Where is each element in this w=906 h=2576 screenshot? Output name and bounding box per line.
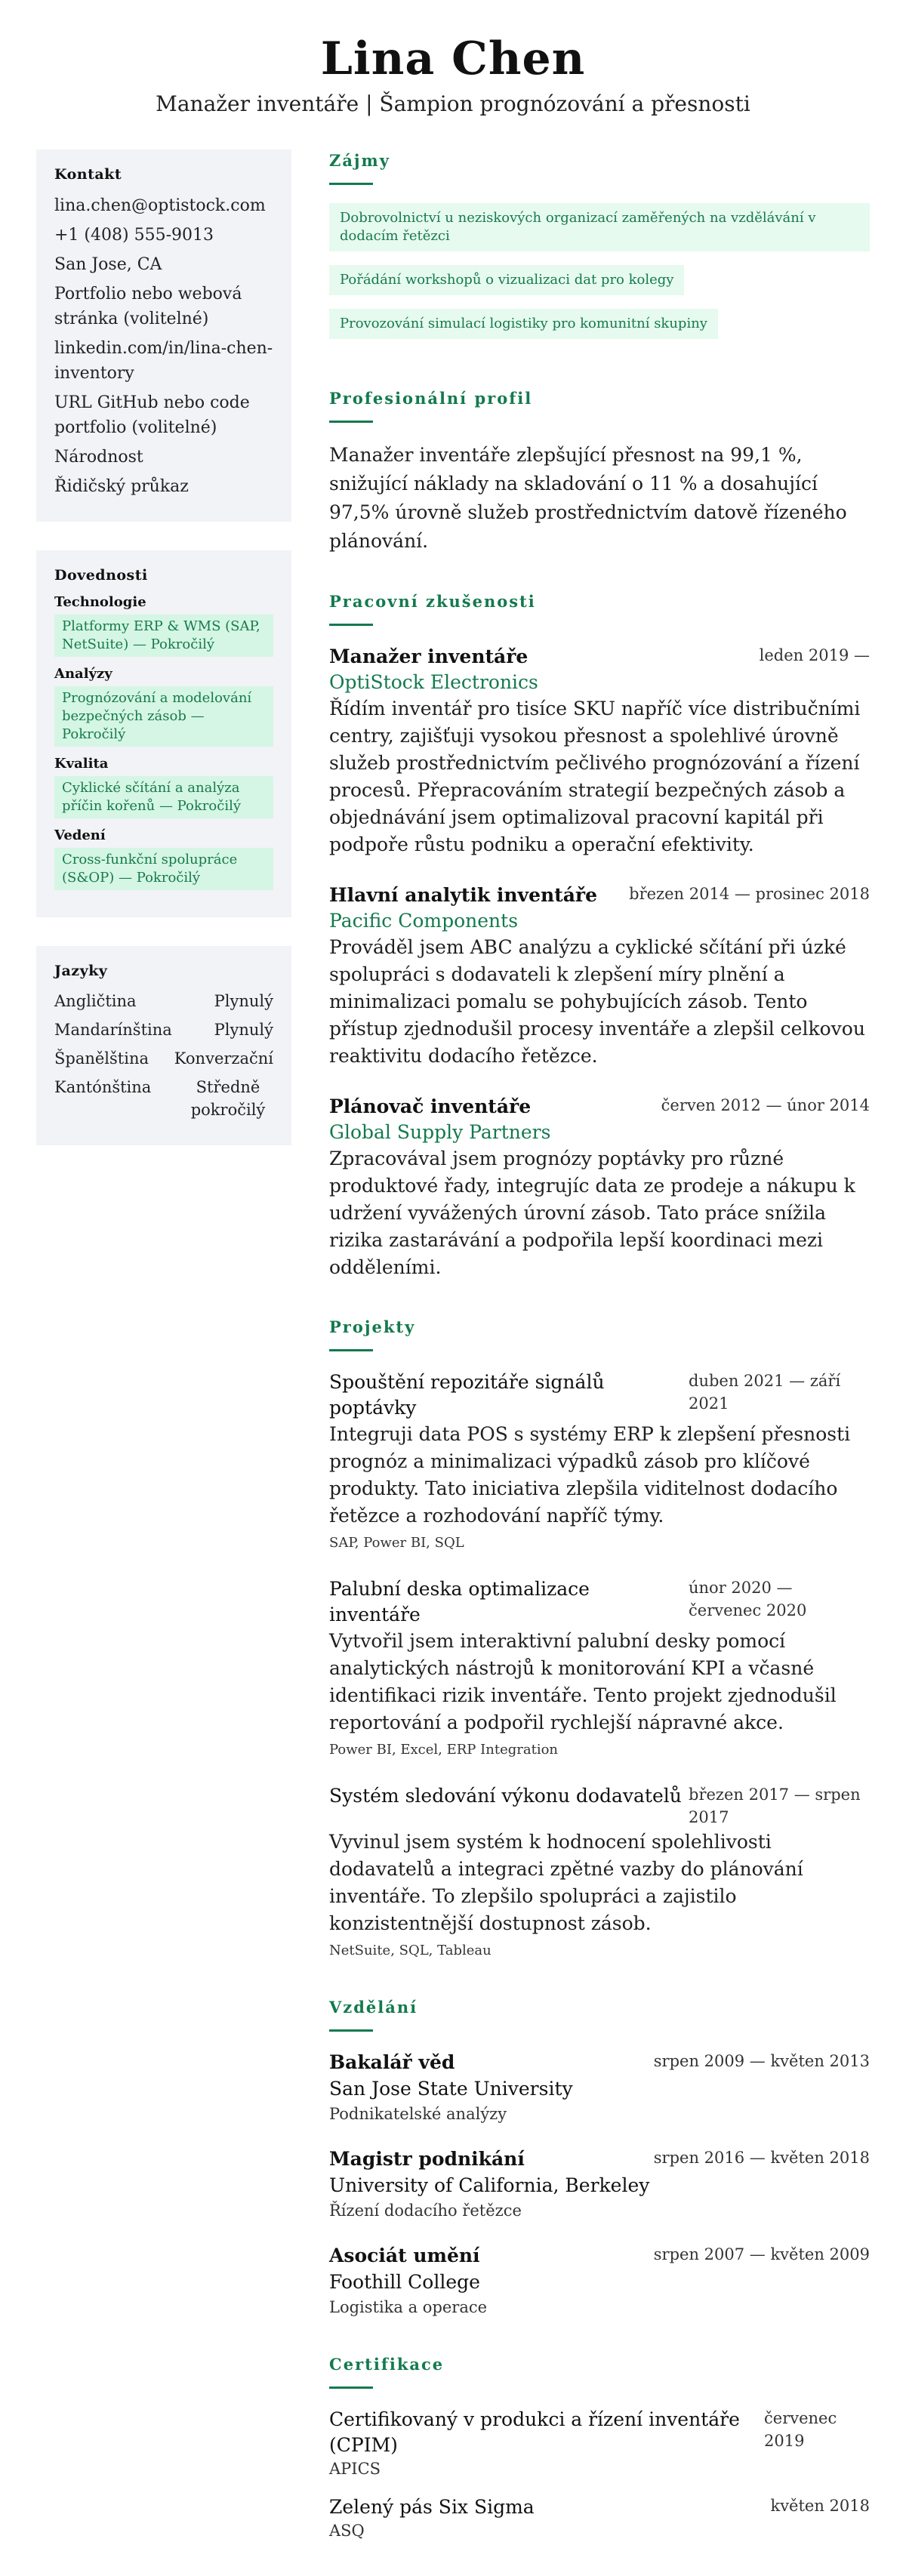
section-divider [329,2029,373,2032]
certification-issuer: ASQ [329,2522,365,2540]
contact-card [36,149,291,522]
project-date: duben 2021 — září 2021 [689,1372,841,1413]
field-of-study: Logistika a operace [329,2298,488,2316]
language-row [54,1018,273,1041]
skill-category: Analýzy [54,666,112,682]
projects-section [329,1316,870,1961]
project-entry [329,1370,870,1554]
section-divider [329,2386,373,2389]
project-entry [329,1576,870,1761]
job-title: Hlavní analytik inventáře [329,884,597,906]
project-tech: SAP, Power BI, SQL [329,1535,464,1551]
education-date: srpen 2007 — květen 2009 [653,2245,870,2263]
contact-linkedin[interactable]: linkedin.com/in/lina-chen-inventory [54,339,273,383]
section-divider [329,183,373,185]
interest-tag: Dobrovolnictví u neziskových organizací zaměřených na vzdělávání v dodacím řetězci [329,203,870,251]
language-row [54,990,273,1012]
section-title: Profesionální profil [329,389,533,408]
language-name: Angličtina [54,992,137,1010]
candidate-name: Lina Chen [320,32,586,85]
section-divider [329,1349,373,1351]
field-of-study: Řízení dodacího řetězce [329,2202,522,2220]
school: Foothill College [329,2271,480,2293]
project-date: únor 2020 — červenec 2020 [689,1579,807,1619]
candidate-subtitle: Manažer inventáře | Šampion prognózování a přesnosti [156,91,750,116]
certification-entry [329,2494,870,2541]
skills-title: Dovednosti [54,567,148,584]
certification-date: červenec 2019 [764,2409,837,2450]
job-date: březen 2014 — prosinec 2018 [629,885,870,903]
skill-chip: Prognózování a modelování bezpečných zásob — Pokročilý [54,686,273,747]
job-description: Řídím inventář pro tisíce SKU napříč více distribučními centry, zajišťuji vysokou přesnost a spolehlivé úrovně služeb prostřednictvím pečlivého prognózování a řízení procesů. Přepracováním strategií bezpečných zásob a objednávání jsem optimalizoval pracovní kapitál při podpoře růstu podniku a operační efektivity. [329,698,861,855]
certification-date: květen 2018 [770,2497,870,2515]
project-title: Spouštění repozitáře signálů poptávky [329,1371,605,1419]
section-divider [329,421,373,423]
degree: Asociát umění [329,2245,480,2266]
project-description: Integruji data POS s systémy ERP k zlepšení přesnosti prognóz a minimalizaci výpadků zásob pro klíčové produkty. Tato iniciativa zlepšila viditelnost dodacího řetězce a rozhodování napříč týmy. [329,1423,851,1527]
interests-section [329,149,870,353]
degree: Magistr podnikání [329,2148,525,2170]
job-date: červen 2012 — únor 2014 [661,1096,870,1114]
languages-card [36,946,291,1145]
experience-section [329,590,870,1281]
job-entry [329,883,870,1070]
section-title: Zájmy [329,151,390,170]
job-date: leden 2019 — [759,646,870,664]
job-description: Prováděl jsem ABC analýzu a cyklické sčítání při úzké spolupráci s dodavateli k zlepšení míry plnění a minimalizaci pomalu se pohybujících zásob. Tento přístup zjednodušil procesy inventáře a zlepšil celkovou reaktivitu dodacího řetězce. [329,936,865,1067]
education-date: srpen 2009 — květen 2013 [653,2052,870,2070]
contact-phone[interactable]: +1 (408) 555-9013 [54,226,214,245]
contact-nationality: Národnost [54,448,143,467]
language-name: Kantónština [54,1078,152,1096]
skill-chip: Platformy ERP & WMS (SAP, NetSuite) — Pokročilý [54,615,273,657]
education-entry [329,2050,870,2125]
section-title: Vzdělání [329,1998,418,2017]
certification-entry [329,2407,870,2479]
language-level: Plynulý [214,992,273,1010]
education-section [329,1996,870,2319]
job-title: Manažer inventáře [329,646,528,667]
skill-chip: Cyklické sčítání a analýza příčin kořenů — Pokročilý [54,776,273,818]
skill-chip: Cross-funkční spolupráce (S&OP) — Pokročilý [54,848,273,890]
certification-name: Zelený pás Six Sigma [329,2496,535,2518]
job-company: Global Supply Partners [329,1121,551,1143]
skill-category: Technologie [54,594,146,610]
language-name: Španělština [54,1049,149,1068]
sidebar [36,149,291,2576]
language-row [54,1047,273,1070]
contact-github[interactable]: URL GitHub nebo code portfolio (volitelné) [54,393,250,437]
project-entry [329,1783,870,1961]
contact-portfolio[interactable]: Portfolio nebo webová stránka (volitelné) [54,285,242,328]
resume-body [36,149,870,2576]
main-content [329,149,870,2576]
contact-location: San Jose, CA [54,255,162,274]
job-entry [329,1094,870,1281]
education-entry [329,2146,870,2222]
skill-category: Vedení [54,827,106,843]
certifications-section [329,2353,870,2541]
certification-name: Certifikovaný v produkci a řízení inventáře (CPIM) [329,2408,740,2456]
contact-title: Kontakt [54,166,122,183]
section-title: Certifikace [329,2355,445,2374]
contact-driving-license: Řidičský průkaz [54,477,189,496]
project-description: Vytvořil jsem interaktivní palubní desky pomocí analytických nástrojů k monitorování KPI a včasné identifikaci rizik inventáře. Tento projekt zjednodušil reportování a podpořil rychlejší nápravné akce. [329,1630,837,1733]
language-level: Konverzační [174,1049,273,1068]
project-tech: NetSuite, SQL, Tableau [329,1943,492,1958]
school: University of California, Berkeley [329,2174,650,2196]
job-company: OptiStock Electronics [329,671,538,693]
school: San Jose State University [329,2078,573,2100]
skill-group [54,666,273,747]
contact-email[interactable]: lina.chen@optistock.com [54,196,266,215]
skill-group [54,756,273,818]
skill-group [54,827,273,890]
field-of-study: Podnikatelské analýzy [329,2105,507,2123]
languages-title: Jazyky [54,963,108,979]
section-divider [329,624,373,626]
language-level: Plynulý [214,1021,273,1039]
interest-tag: Provozování simulací logistiky pro komunitní skupiny [329,309,718,339]
section-title: Pracovní zkušenosti [329,592,536,611]
project-description: Vyvinul jsem systém k hodnocení spolehlivosti dodavatelů a integraci zpětné vazby do plánování inventáře. To zlepšilo spolupráci a zajistilo konzistentnější dostupnost zásob. [329,1831,803,1934]
project-tech: Power BI, Excel, ERP Integration [329,1742,559,1758]
language-level: Středně pokročilý [190,1078,266,1119]
project-title: Systém sledování výkonu dodavatelů [329,1785,682,1807]
project-date: březen 2017 — srpen 2017 [689,1786,861,1826]
job-company: Pacific Components [329,910,519,932]
job-description: Zpracovával jsem prognózy poptávky pro různé produktové řady, integrujíc data ze prodeje a nákupu k udržení vyvážených úrovní zásob. Tato práce snížila rizika zastarávání a podpořila lepší koordinaci mezi odděleními. [329,1148,855,1278]
job-entry [329,644,870,858]
certification-issuer: APICS [329,2460,381,2478]
resume-header [0,0,906,119]
profile-section [329,387,870,556]
degree: Bakalář věd [329,2051,455,2073]
project-title: Palubní deska optimalizace inventáře [329,1578,590,1625]
section-title: Projekty [329,1317,416,1336]
interest-tag: Pořádání workshopů o vizualizaci dat pro kolegy [329,265,684,295]
language-name: Mandarínština [54,1021,172,1039]
education-entry [329,2243,870,2319]
profile-summary: Manažer inventáře zlepšující přesnost na 99,1 %, snižující náklady na skladování o 11 % a dosahující 97,5% úrovně služeb prostřednictvím datově řízeného plánování. [329,444,847,552]
job-title: Plánovač inventáře [329,1095,532,1117]
language-row [54,1076,273,1121]
education-date: srpen 2016 — květen 2018 [653,2149,870,2167]
skills-card [36,550,291,917]
skill-category: Kvalita [54,756,109,772]
skill-group [54,594,273,657]
